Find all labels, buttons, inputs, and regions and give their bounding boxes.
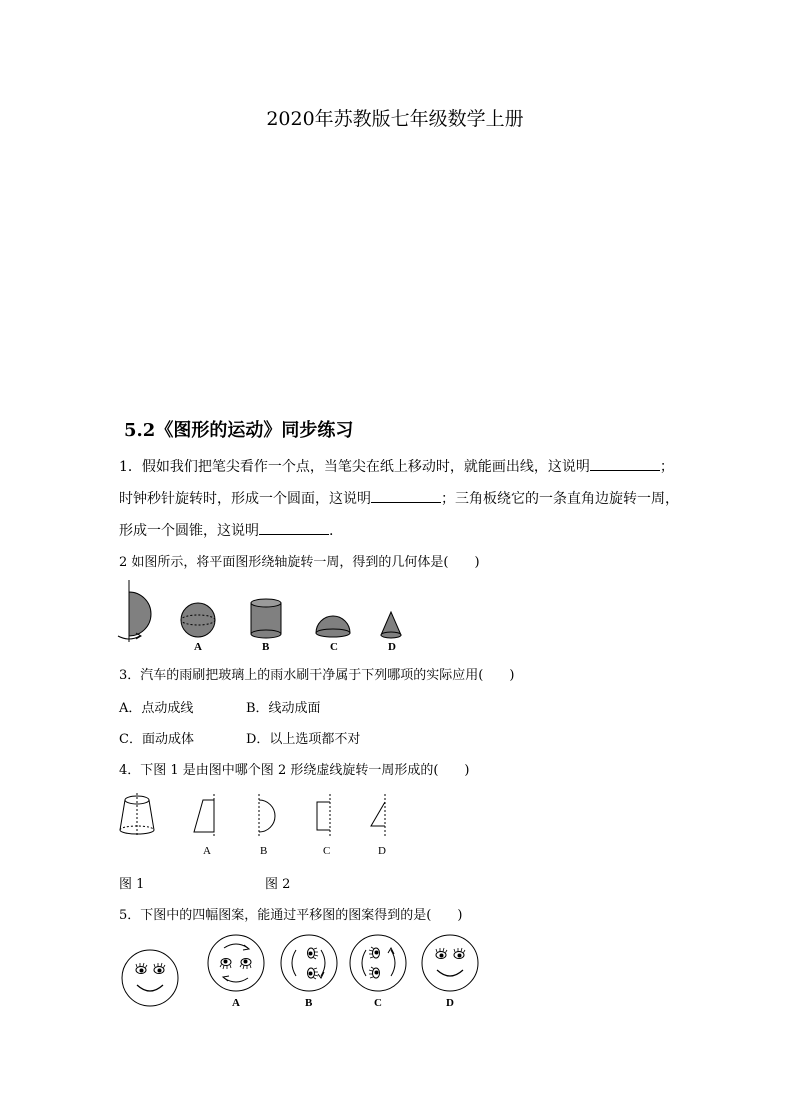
q1-line-2-text-b: ；三角板绕它的一条直角边旋转一周， — [441, 491, 679, 507]
q5-text: 5．下图中的四幅图案，能通过平移图的图案得到的是( ) — [119, 908, 463, 923]
q3-option-b[interactable]: B．线动成面 — [246, 701, 321, 716]
q5-option-b-face[interactable] — [281, 935, 337, 991]
q5-original-face — [122, 950, 178, 1006]
q1-line-3-end: . — [329, 523, 334, 539]
q5-label-b: B — [305, 997, 313, 1009]
q2-text: 2 如图所示，将平面图形绕轴旋转一周，得到的几何体是( ) — [119, 555, 480, 570]
q2-label-a: A — [194, 641, 202, 653]
q4-fig2-caption: 图 2 — [265, 877, 291, 892]
q4-fig1-caption: 图 1 — [119, 877, 145, 892]
q5-label-a: A — [232, 997, 240, 1009]
q2-label-d: D — [388, 641, 396, 653]
q1-line-1-end: ； — [659, 459, 674, 475]
q4-text: 4．下图 1 是由图中哪个图 2 形绕虚线旋转一周形成的( ) — [119, 763, 470, 778]
q3-option-c[interactable]: C．面动成体 — [119, 732, 194, 747]
q3-option-a[interactable]: A．点动成线 — [119, 701, 194, 716]
q4-label-b: B — [260, 845, 268, 857]
q5-option-c-face[interactable] — [350, 935, 406, 991]
q2-label-c: C — [330, 641, 338, 653]
q3-option-d[interactable]: D．以上选项都不对 — [246, 732, 361, 747]
q4-label-a: A — [203, 845, 211, 857]
q2-label-b: B — [262, 641, 270, 653]
q5-option-d-face[interactable] — [422, 935, 478, 991]
q5-label-c: C — [374, 997, 382, 1009]
q1-line-1-text: 1．假如我们把笔尖看作一个点，当笔尖在纸上移动时，就能画出线，这说明 — [119, 459, 590, 475]
q1-line-3-text: 形成一个圆锥，这说明 — [119, 523, 259, 539]
section-title: 5.2《图形的运动》同步练习 — [124, 420, 354, 441]
q3-text: 3．汽车的雨刷把玻璃上的雨水刷干净属于下列哪项的实际应用( ) — [119, 668, 515, 683]
document-title: 2020年苏教版七年级数学上册 — [266, 108, 524, 130]
q4-label-c: C — [323, 845, 331, 857]
q5-option-a-face[interactable] — [208, 935, 264, 991]
q4-label-d: D — [378, 845, 386, 857]
q1-line-2-text-a: 时钟秒针旋转时，形成一个圆面，这说明 — [119, 491, 371, 507]
q5-label-d: D — [446, 997, 454, 1009]
